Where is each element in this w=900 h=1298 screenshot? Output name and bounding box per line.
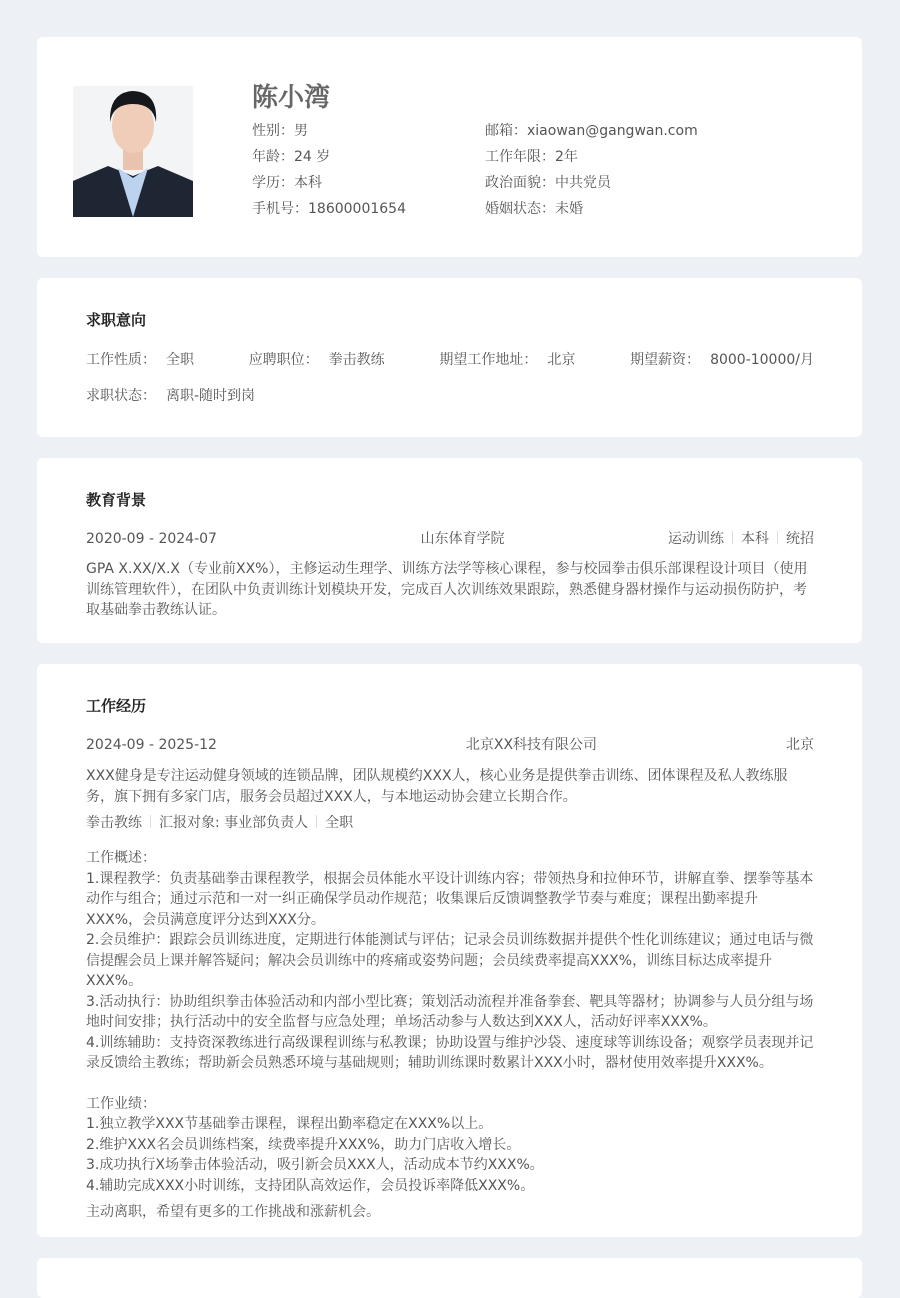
work-tags: 拳击教练 汇报对象: 事业部负责人 全职	[86, 815, 354, 831]
info-political: 政治面貌：中共党员	[485, 175, 611, 191]
overview-item: 3.活动执行：协助组织拳击体验活动和内部小型比赛；策划活动流程并准备拳套、靶具等器材；协调参与人员分组与场地时间安排；执行活动中的安全监督与应急处理；单场活动参与人数达到XXX人，活动好评率XXX%。	[86, 993, 814, 1030]
work-row	[86, 735, 814, 755]
education-row	[86, 529, 814, 549]
overview-item: 1.课程教学：负责基础拳击课程教学，根据会员体能水平设计训练内容；带领热身和拉伸环节，讲解直拳、摆拳等基本动作与组合；通过示范和一对一纠正确保学员动作规范；收集课后反馈调整教学节奏与难度；课程出勤率提升XXX%，会员满意度评分达到XXX分。	[86, 870, 814, 928]
profile-photo	[73, 86, 193, 217]
edu-tags: 运动训练 本科 统招	[667, 531, 814, 547]
intent-row	[86, 350, 814, 370]
overview-item: 2.会员维护：跟踪会员训练进度，定期进行体能测试与评估；记录会员训练数据并提供个性化训练建议；通过电话与微信提醒会员上课并解答疑问；解决会员训练中的疼痛或姿势问题；会员续费率提高XXX%，训练目标达成率提升XXX%。	[86, 932, 814, 989]
achievement-item: 4.辅助完成XXX小时训练，支持团队高效运作，会员投诉率降低XXX%。	[86, 1177, 535, 1194]
section-title: 教育背景	[86, 491, 147, 509]
intent-location: 期望工作地址： 北京	[439, 352, 576, 368]
achievement-item: 3.成功执行X场拳击体验活动，吸引新会员XXX人，活动成本节约XXX%。	[86, 1157, 544, 1173]
section-title: 求职意向	[86, 311, 147, 329]
overview-item: 4.训练辅助：支持资深教练进行高级课程训练与私教课；协助设置与维护沙袋、速度球等训练设备；观察学员表现并记录反馈给主教练；帮助新会员熟悉环境与基础规则；辅助训练课时数累计XXX小时，器材使用效率提升XXX%。	[86, 1034, 814, 1071]
info-age: 年龄：24 岁	[252, 149, 331, 165]
section-title: 工作经历	[86, 697, 147, 715]
education-card	[37, 458, 862, 643]
work-card	[37, 664, 862, 1237]
intent-status: 求职状态： 离职-随时到岗	[86, 388, 256, 404]
info-email: 邮箱：xiaowan@gangwan.com	[485, 123, 698, 139]
achievement-item: 1.独立教学XXX节基础拳击课程，课程出勤率稳定在XXX%以上。	[86, 1116, 493, 1132]
info-marital: 婚姻状态：未婚	[485, 201, 583, 217]
basic-info-left	[252, 118, 406, 222]
info-phone: 手机号：18600001654	[252, 201, 406, 217]
work-company: 北京XX科技有限公司	[465, 737, 598, 753]
company-intro: XXX健身是专注运动健身领域的连锁品牌，团队规模约XXX人，核心业务是提供拳击训练、团体课程及私人教练服务，旗下拥有多家门店，服务会员超过XXX人，与本地运动协会建立长期合作。	[86, 768, 788, 805]
intent-type: 工作性质： 全职	[86, 352, 194, 368]
intent-position: 应聘职位： 拳击教练	[248, 352, 385, 368]
next-section-card	[37, 1258, 862, 1298]
edu-school: 山东体育学院	[420, 531, 505, 547]
edu-period: 2020-09 - 2024-07	[86, 531, 217, 547]
info-experience: 工作年限：2年	[485, 149, 578, 165]
basic-info-right	[485, 118, 698, 222]
work-period: 2024-09 - 2025-12	[86, 737, 217, 753]
candidate-name: 陈小湾	[252, 83, 331, 113]
profile-card	[37, 37, 862, 257]
info-gender: 性别：男	[252, 123, 308, 139]
leave-reason: 主动离职，希望有更多的工作挑战和涨薪机会。	[86, 1204, 380, 1220]
work-overview: 工作概述： 1.课程教学：负责基础拳击课程教学，根据会员体能水平设计训练内容；带领热身和拉伸环节，讲解直拳、摆拳等基本动作与组合；通过示范和一对一纠正确保学员动作规范；收集课后反馈调整教学节奏与难度；课程出勤率提升XXX%，会员满意度评分达到XXX分。 2.会员维护：跟踪会员训练进度，定期进行体能测试与评估；记录会员训练数据并提供个性化训练建议；通过电话与微信提醒会员上课并解答疑问；解决会员训练中的疼痛或姿势问题；会员续费率提高XXX%，训练目标达成率提升XXX%。 3.活动执行：协助组织拳击体验活动和内部小型比赛；策划活动流程并准备拳套、靶具等器材；协调参与人员分组与场地时间安排；执行活动中的安全监督与应急处理；单场活动参与人数达到XXX人，活动好评率XXX%。 4.训练辅助：支持资深教练进行高级课程训练与私教课；协助设置与维护沙袋、速度球等训练设备；观察学员表现并记录反馈给主教练；帮助新会员熟悉环境与基础规则；辅助训练课时数累计XXX小时，器材使用效率提升XXX%。 工作业绩： 1.独立教学XXX节基础拳击课程，课程出勤率稳定在XXX%以上。 2.维护XXX名会员训练档案，续费率提升XXX%，助力门店收入增长。 3.成功执行X场拳击体验活动，吸引新会员XXX人，活动成本节约XXX%。 4.辅助完成XXX小时训练，支持团队高效运作，会员投诉率降低XXX%。 主动离职，希望有更多的工作挑战和涨薪机会。	[86, 848, 814, 1223]
edu-description: GPA X.XX/X.X（专业前XX%），主修运动生理学、训练方法学等核心课程，参与校园拳击俱乐部课程设计项目（使用训练管理软件），在团队中负责训练计划模块开发，完成百人次训练效果跟踪，熟悉健身器材操作与运动损伤防护，考取基础拳击教练认证。	[86, 561, 808, 618]
achievement-item: 2.维护XXX名会员训练档案，续费率提升XXX%，助力门店收入增长。	[86, 1136, 521, 1153]
intent-salary: 期望薪资： 8000-10000/月	[630, 352, 814, 368]
work-city: 北京	[785, 737, 814, 753]
job-intent-card	[37, 278, 862, 437]
info-education: 学历：本科	[252, 175, 322, 191]
